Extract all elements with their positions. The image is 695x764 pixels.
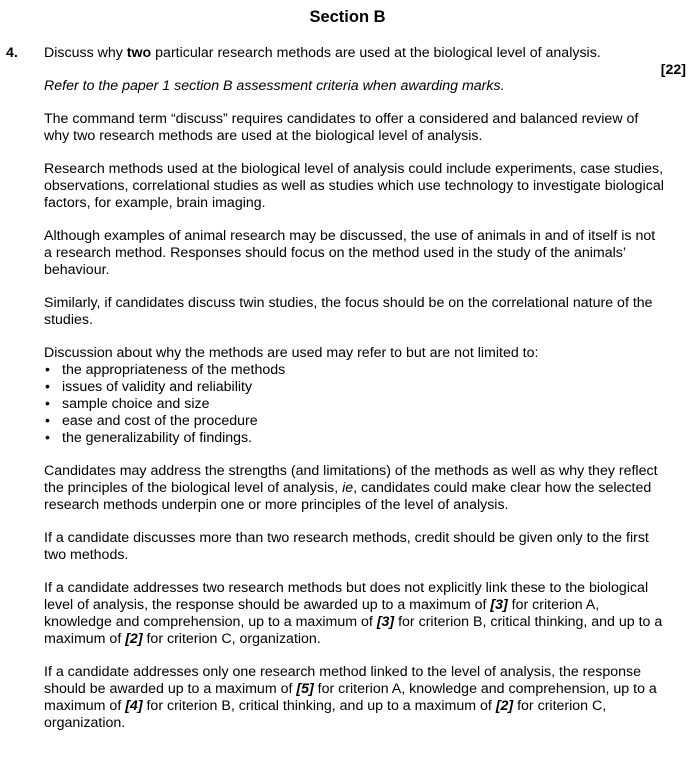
p8-text-4: for criterion C, organization.	[142, 631, 321, 647]
paragraph-command-term: The command term “discuss” requires candidates to offer a considered and balanced review of why two research methods are used at the biological level of analysis.	[44, 111, 639, 144]
paragraph-research-methods: Research methods used at the biological level of analysis could include experiments, case studies, observations, correlational studies as well as studies which use technology to investigate biological factors, for example, brain imaging.	[44, 161, 664, 211]
p6-after: , candidates could make clear how the selected research methods underpin one or more principles of the level of analysis.	[44, 480, 652, 513]
paragraph-discussion-lead: Discussion about why the methods are used may refer to but are not limited to:	[44, 345, 539, 361]
p8-text-1: If a candidate addresses two research methods but does not explicitly link these to the biological level of analysis, the response should be awarded up to a maximum of	[44, 580, 649, 613]
list-item: • issues of validity and reliability	[44, 379, 664, 396]
p9-mark-3: [2]	[495, 698, 514, 714]
p8-text-2: for criterion A, knowledge and comprehension, up to a maximum of	[44, 597, 600, 630]
list-item: • the appropriateness of the methods	[44, 362, 664, 379]
marking-instruction: Refer to the paper 1 section B assessment criteria when awarding marks.	[44, 78, 505, 94]
p8-mark-2: [3]	[376, 614, 395, 630]
paragraph-twin-studies: Similarly, if candidates discuss twin studies, the focus should be on the correlational nature of the studies.	[44, 295, 653, 328]
discussion-points-list	[44, 362, 664, 447]
paragraph-more-than-two: If a candidate discusses more than two research methods, credit should be given only to the first two methods.	[44, 530, 649, 563]
question-marks: [22]	[660, 62, 686, 78]
p8-mark-1: [3]	[490, 597, 508, 613]
p6-before: Candidates may address the strengths (and limitations) of the methods as well as why they reflect the principles of the biological level of analysis,	[44, 463, 658, 496]
list-item: • the generalizability of findings.	[44, 430, 664, 447]
paragraph-one-method	[44, 664, 664, 732]
p9-mark-2: [4]	[125, 698, 143, 714]
list-item: • ease and cost of the procedure	[44, 413, 664, 430]
p8-text-3: for criterion B, critical thinking, and up to a maximum of	[44, 614, 663, 647]
question-text-after: particular research methods are used at the biological level of analysis.	[151, 45, 601, 61]
question-text	[44, 45, 664, 62]
p9-text-2: for criterion A, knowledge and comprehension, up to a maximum of	[44, 681, 657, 714]
p8-mark-3: [2]	[125, 631, 143, 647]
paragraph-strengths-limitations	[44, 463, 664, 514]
p9-mark-1: [5]	[296, 681, 314, 697]
p9-text-4: for criterion C, organization.	[44, 698, 607, 731]
paragraph-animal-research: Although examples of animal research may be discussed, the use of animals in and of itself is not a research method. Responses should focus on the method used in the study of the animals’ behaviour.	[44, 228, 656, 278]
paragraph-no-explicit-link	[44, 580, 664, 648]
p6-ie: ie	[342, 480, 354, 496]
markscheme-content	[44, 45, 664, 748]
question-text-before: Discuss why	[44, 45, 127, 61]
p9-text-1: If a candidate addresses only one research method linked to the level of analysis, the response should be awarded up to a maximum of	[44, 664, 642, 697]
question-number: 4.	[6, 45, 18, 61]
section-title: Section B	[309, 8, 386, 26]
p9-text-3: for criterion B, critical thinking, and up to a maximum of	[142, 698, 496, 714]
question-text-bold: two	[126, 45, 152, 61]
list-item: • sample choice and size	[44, 396, 664, 413]
